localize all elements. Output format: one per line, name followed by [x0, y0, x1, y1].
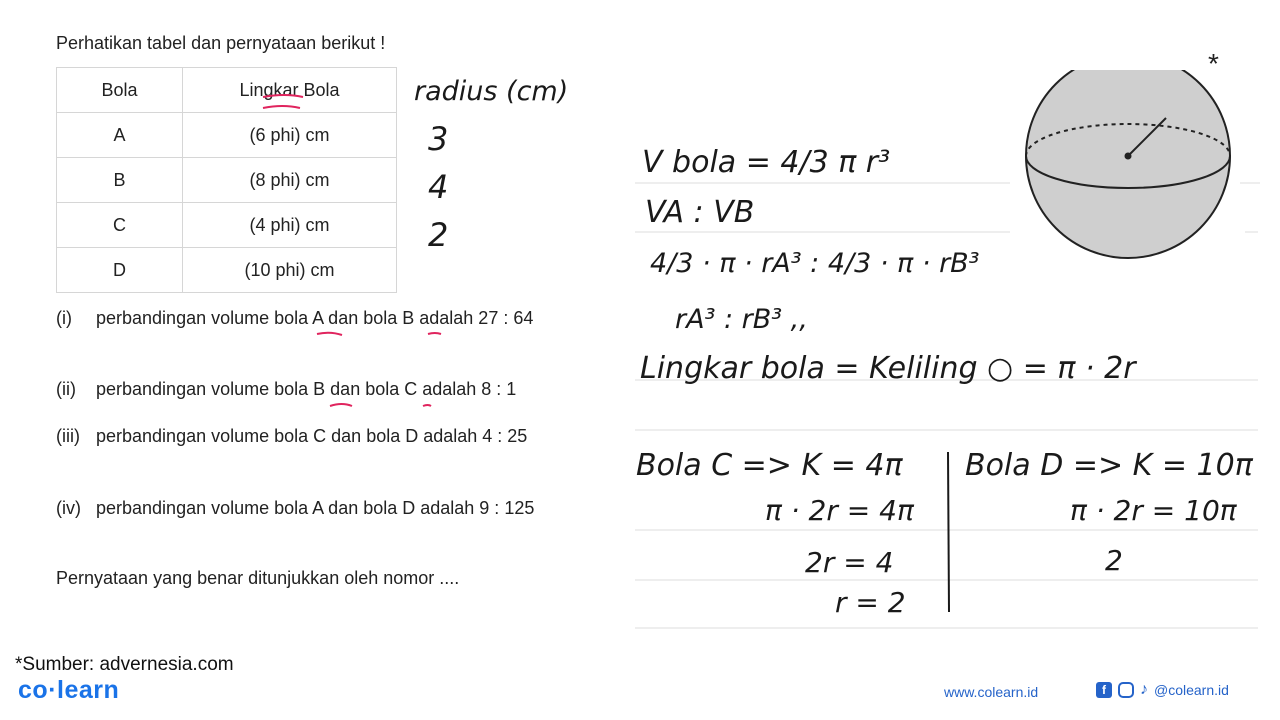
- question-text: Pernyataan yang benar ditunjukkan oleh nomor ....: [56, 568, 460, 588]
- bola-d-line1: Bola D => K = 10π: [965, 448, 1253, 483]
- bola-c-line2: π · 2r = 4π: [765, 494, 914, 527]
- statement-number: (ii): [56, 379, 76, 399]
- radius-header: radius (cm): [414, 76, 569, 107]
- logo-part-a: co: [18, 676, 49, 704]
- cell-lingkar: (6 phi) cm: [183, 113, 397, 158]
- volume-formula: V bola = 4/3 π r³: [642, 145, 891, 180]
- ratio-line: VA : VB: [645, 195, 755, 230]
- underline-marks: [263, 95, 441, 406]
- bola-c-line3: 2r = 4: [805, 546, 894, 579]
- bola-d-line2: π · 2r = 10π: [1070, 494, 1237, 527]
- social-handle[interactable]: @colearn.id: [1154, 682, 1229, 698]
- circumference-formula: Lingkar bola = Keliling ○ = π · 2r: [640, 351, 1136, 386]
- statement-number: (iv): [56, 498, 81, 518]
- bola-c-line4: r = 2: [835, 586, 906, 619]
- intro-text: Perhatikan tabel dan pernyataan berikut !: [56, 33, 386, 53]
- figure-star: *: [1208, 48, 1219, 79]
- radius-b: 4: [428, 168, 449, 206]
- statement-text: perbandingan volume bola C dan bola D adalah 4 : 25: [96, 426, 528, 446]
- tiktok-icon[interactable]: ♪: [1140, 681, 1148, 698]
- statement-number: (i): [56, 308, 72, 328]
- facebook-icon[interactable]: f: [1096, 682, 1112, 698]
- ratio-expanded: 4/3 · π · rA³ : 4/3 · π · rB³: [650, 248, 980, 279]
- logo-part-b: learn: [57, 676, 120, 704]
- cell-bola: B: [57, 158, 183, 203]
- statement-text: perbandingan volume bola A dan bola D adalah 9 : 125: [96, 498, 535, 518]
- header-lingkar: Lingkar Bola: [183, 68, 397, 113]
- statement-text: perbandingan volume bola A dan bola B adalah 27 : 64: [96, 308, 534, 328]
- radius-c: 2: [428, 216, 449, 254]
- radius-a: 3: [428, 120, 449, 158]
- divider-line: [948, 452, 949, 612]
- cell-bola: D: [57, 248, 183, 293]
- statement-number: (iii): [56, 426, 80, 446]
- header-bola: Bola: [57, 68, 183, 113]
- cell-bola: A: [57, 113, 183, 158]
- statement-text: perbandingan volume bola B dan bola C adalah 8 : 1: [96, 379, 517, 399]
- ratio-simplified: rA³ : rB³ ,,: [675, 304, 808, 335]
- cell-lingkar: (10 phi) cm: [183, 248, 397, 293]
- cell-lingkar: (4 phi) cm: [183, 203, 397, 248]
- bola-c-line1: Bola C => K = 4π: [636, 448, 903, 483]
- website-link[interactable]: www.colearn.id: [944, 684, 1039, 700]
- bola-d-line3: 2: [1105, 544, 1123, 577]
- cell-bola: C: [57, 203, 183, 248]
- source-text: *Sumber: advernesia.com: [15, 654, 234, 675]
- logo-dot-icon: ·: [48, 676, 58, 704]
- cell-lingkar: (8 phi) cm: [183, 158, 397, 203]
